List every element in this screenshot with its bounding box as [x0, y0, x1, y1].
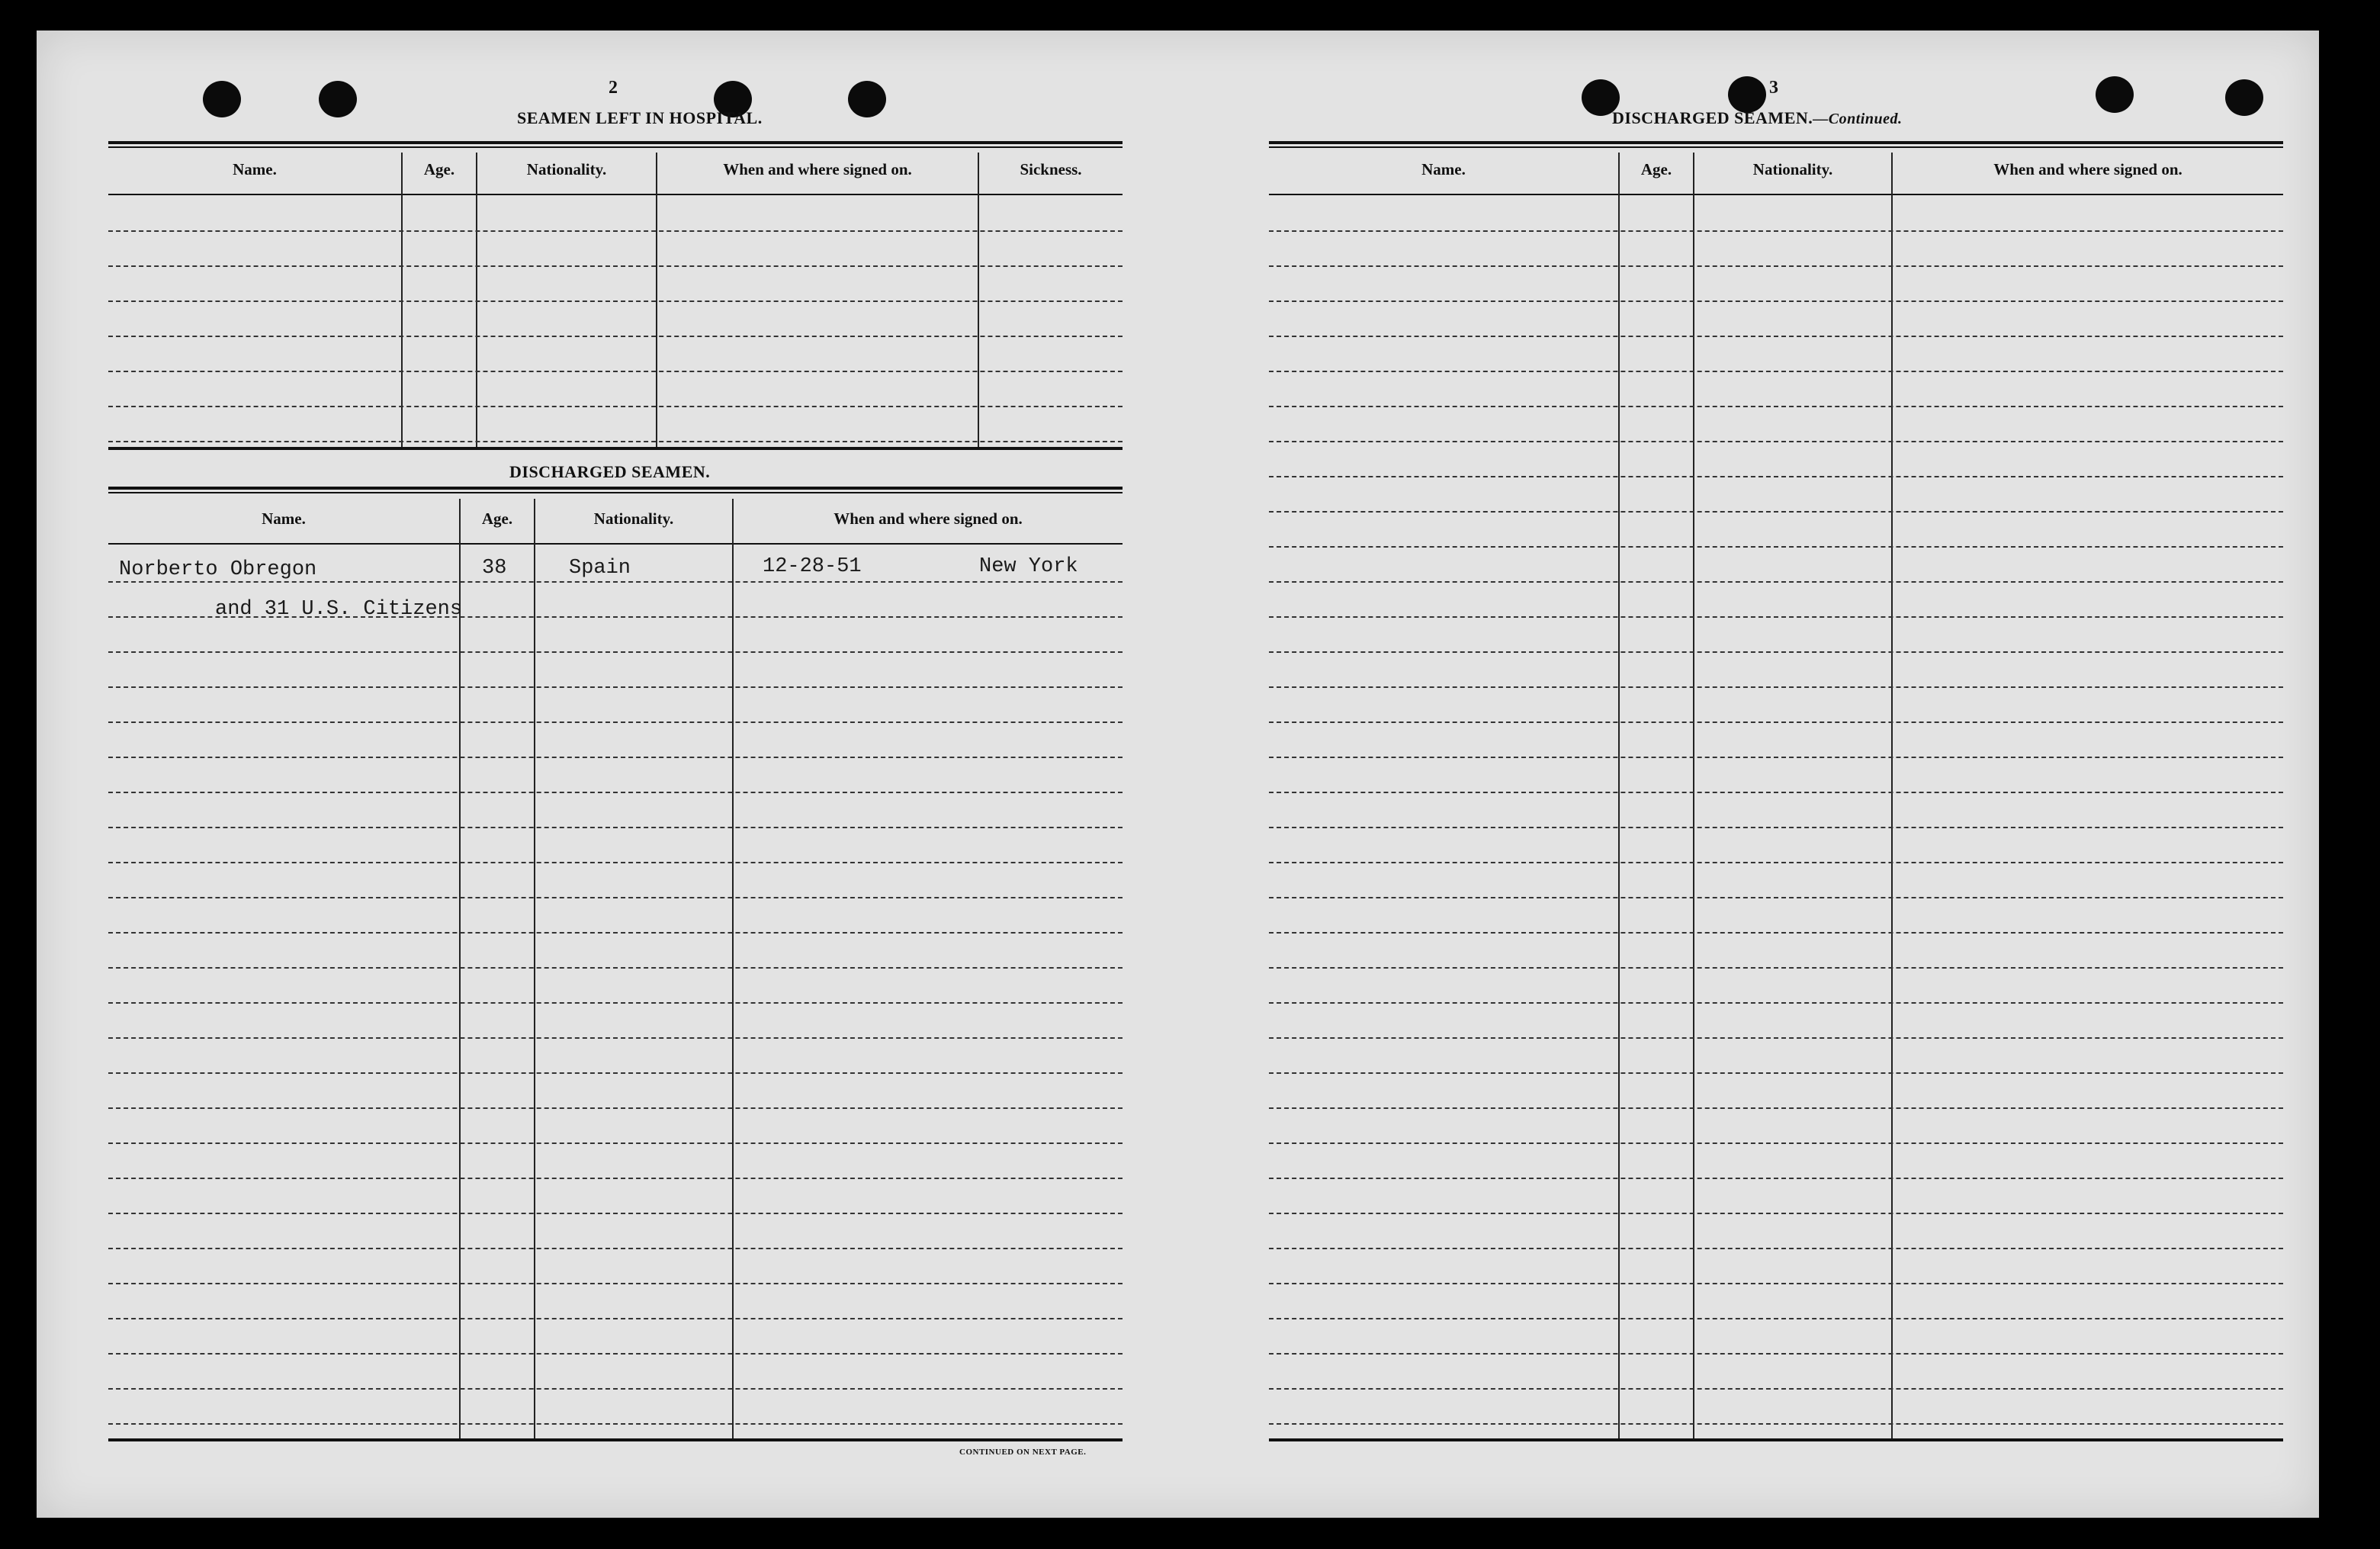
- hospital-col-sickness: Sickness.: [1020, 160, 1082, 178]
- discharged-table-bottom-rule: [108, 1438, 1123, 1441]
- ruled-line: [108, 827, 1123, 828]
- ruled-line: [1269, 1388, 2283, 1390]
- column-divider: [459, 499, 461, 1438]
- ruled-line: [108, 581, 1123, 583]
- ruled-line: [1269, 1178, 2283, 1179]
- ruled-line: [1269, 371, 2283, 372]
- document-sheet: [37, 31, 2319, 1518]
- hospital-table-top-rule: [108, 141, 1123, 148]
- right-col-name: Name.: [1421, 160, 1466, 178]
- ruled-line: [108, 1107, 1123, 1109]
- right-table-top-rule: [1269, 141, 2283, 148]
- ruled-line: [1269, 721, 2283, 723]
- right-col-signed-on: When and where signed on.: [1993, 160, 2182, 178]
- ruled-line: [108, 967, 1123, 969]
- right-section-title: [1612, 108, 1902, 128]
- ruled-line: [1269, 1072, 2283, 1074]
- ruled-line: [108, 1002, 1123, 1004]
- ruled-line: [1269, 230, 2283, 232]
- ruled-line: [108, 792, 1123, 793]
- ruled-line: [108, 897, 1123, 898]
- right-page: [1269, 31, 2283, 1518]
- hospital-col-name: Name.: [233, 160, 277, 178]
- ruled-line: [1269, 686, 2283, 688]
- ruled-line: [1269, 1423, 2283, 1425]
- ruled-line: [1269, 616, 2283, 618]
- ruled-line: [1269, 862, 2283, 863]
- ruled-line: [108, 1353, 1123, 1355]
- ruled-line: [108, 1283, 1123, 1284]
- right-table-bottom-rule: [1269, 1438, 2283, 1441]
- ruled-line: [108, 406, 1123, 407]
- hospital-col-signed-on: When and where signed on.: [723, 160, 912, 178]
- ruled-line: [1269, 1213, 2283, 1214]
- ruled-line: [1269, 1283, 2283, 1284]
- entry-date: 12-28-51: [763, 555, 862, 578]
- ruled-line: [1269, 827, 2283, 828]
- ruled-line: [108, 265, 1123, 267]
- ruled-line: [1269, 1002, 2283, 1004]
- ruled-line: [1269, 406, 2283, 407]
- column-divider: [1891, 153, 1893, 1438]
- discharged-col-name: Name.: [262, 509, 306, 528]
- entry-name-continued: and 31 U.S. Citizens: [215, 598, 463, 621]
- entry-age: 38: [482, 557, 507, 580]
- ruled-line: [1269, 1037, 2283, 1039]
- ruled-line: [1269, 511, 2283, 513]
- ruled-line: [108, 230, 1123, 232]
- left-page: [108, 31, 1123, 1518]
- entry-name: Norberto Obregon: [119, 558, 317, 581]
- column-divider: [732, 499, 734, 1438]
- right-col-nationality: Nationality.: [1752, 160, 1833, 178]
- entry-nationality: Spain: [569, 557, 631, 580]
- hospital-header-rule: [108, 194, 1123, 195]
- ruled-line: [108, 1248, 1123, 1249]
- ruled-line: [108, 1213, 1123, 1214]
- ruled-line: [1269, 546, 2283, 548]
- discharged-header-rule: [108, 543, 1123, 545]
- ruled-line: [108, 721, 1123, 723]
- discharged-section-title: DISCHARGED SEAMEN.: [509, 462, 711, 481]
- ruled-line: [108, 1142, 1123, 1144]
- ruled-line: [1269, 581, 2283, 583]
- ruled-line: [1269, 1353, 2283, 1355]
- ruled-line: [108, 1037, 1123, 1039]
- hospital-section-title: SEAMEN LEFT IN HOSPITAL.: [517, 108, 763, 127]
- discharged-col-age: Age.: [481, 509, 513, 528]
- ruled-line: [108, 1423, 1123, 1425]
- ruled-line: [108, 371, 1123, 372]
- ruled-line: [108, 1178, 1123, 1179]
- ruled-line: [108, 651, 1123, 653]
- ruled-line: [108, 686, 1123, 688]
- ruled-line: [1269, 265, 2283, 267]
- hospital-table-bottom-rule: [108, 447, 1123, 450]
- ruled-line: [1269, 757, 2283, 758]
- ruled-line: [1269, 1318, 2283, 1319]
- entry-place: New York: [979, 555, 1078, 578]
- right-section-title-suffix: —Continued.: [1813, 111, 1903, 127]
- right-header-rule: [1269, 194, 2283, 195]
- ruled-line: [1269, 441, 2283, 442]
- right-section-title-main: DISCHARGED SEAMEN.: [1612, 108, 1813, 127]
- continued-on-next-page: CONTINUED ON NEXT PAGE.: [959, 1448, 1087, 1457]
- ruled-line: [1269, 792, 2283, 793]
- ruled-line: [1269, 300, 2283, 302]
- ruled-line: [1269, 967, 2283, 969]
- ruled-line: [1269, 1107, 2283, 1109]
- ruled-line: [1269, 336, 2283, 337]
- ruled-line: [1269, 932, 2283, 934]
- column-divider: [534, 499, 535, 1438]
- ruled-line: [108, 441, 1123, 442]
- discharged-col-signed-on: When and where signed on.: [833, 509, 1023, 528]
- ruled-line: [1269, 651, 2283, 653]
- column-divider: [1618, 153, 1620, 1438]
- ruled-line: [1269, 476, 2283, 477]
- ruled-line: [1269, 897, 2283, 898]
- ruled-line: [1269, 1142, 2283, 1144]
- ruled-line: [108, 300, 1123, 302]
- column-divider: [1693, 153, 1694, 1438]
- ruled-line: [108, 932, 1123, 934]
- right-col-age: Age.: [1640, 160, 1672, 178]
- ruled-line: [108, 1318, 1123, 1319]
- hospital-col-age: Age.: [423, 160, 455, 178]
- ruled-line: [1269, 1248, 2283, 1249]
- ruled-line: [108, 1072, 1123, 1074]
- discharged-col-nationality: Nationality.: [593, 509, 674, 528]
- ruled-line: [108, 862, 1123, 863]
- hospital-col-nationality: Nationality.: [526, 160, 607, 178]
- discharged-table-top-rule: [108, 487, 1123, 493]
- page-number: 3: [1769, 78, 1778, 98]
- ruled-line: [108, 1388, 1123, 1390]
- ruled-line: [108, 336, 1123, 337]
- ruled-line: [108, 757, 1123, 758]
- page-number: 2: [609, 78, 618, 98]
